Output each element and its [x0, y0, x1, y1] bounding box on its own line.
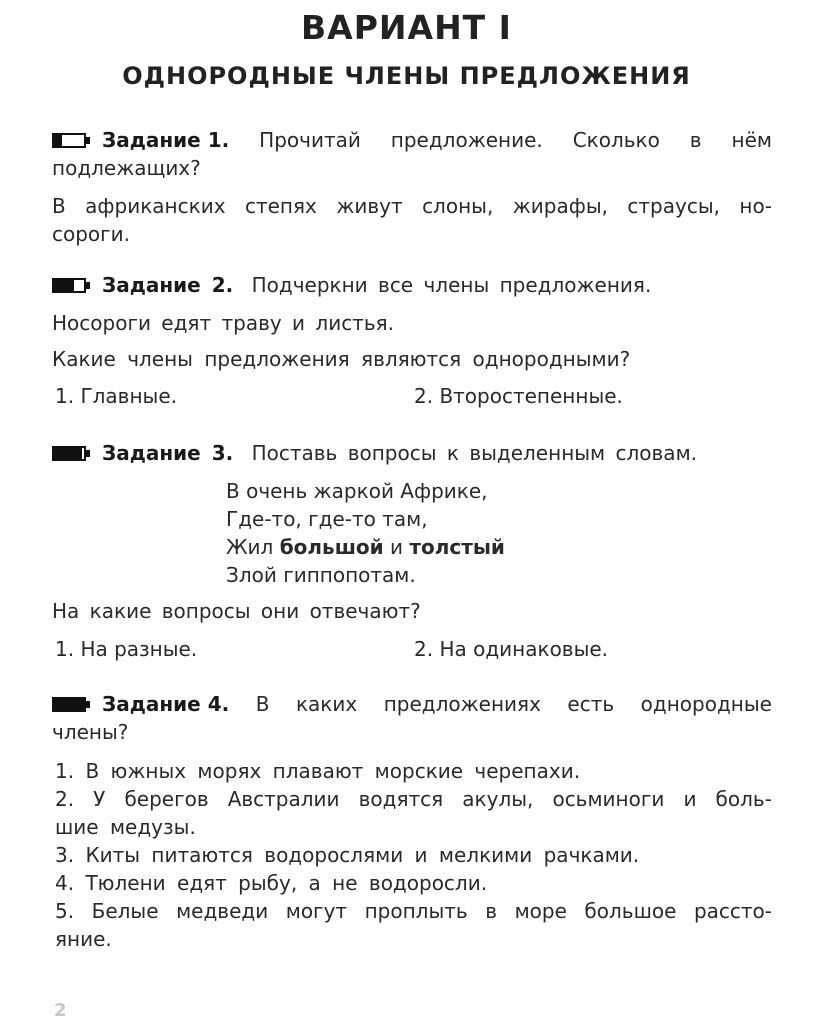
page-title: ВАРИАНТ I: [301, 8, 512, 47]
task4-item-4: 4. Тюлени едят рыбу, а не водоросли.: [55, 871, 488, 895]
task3-poem: [226, 477, 505, 589]
task1-label: Задание 1.: [102, 128, 230, 152]
task4-item-5-line2: яние.: [55, 927, 112, 951]
item-word: рассто-: [693, 899, 772, 923]
item-word: 5.: [55, 899, 75, 923]
poem-text: Жил: [226, 535, 280, 559]
item-word: У: [93, 787, 106, 811]
item-word: медведи: [176, 899, 269, 923]
item-word: большое: [584, 899, 677, 923]
task1-word: нём: [731, 128, 772, 152]
item-word: 2.: [55, 787, 75, 811]
page-number: 2: [54, 1000, 67, 1021]
item-word: акулы,: [462, 787, 534, 811]
task3-question: [52, 440, 697, 466]
task1-word: Прочитай: [259, 128, 361, 152]
item-word: проплыть: [364, 899, 468, 923]
item-word: могут: [285, 899, 348, 923]
task2-question-text: Подчеркни все члены предложения.: [251, 273, 652, 297]
task4-heading: [52, 691, 229, 717]
task4-item-2-line1: [55, 786, 772, 812]
poem-line-3: [226, 533, 505, 561]
sentence-word: но-: [739, 194, 772, 218]
task4-word: каких: [295, 692, 358, 716]
battery-level-3-icon: [52, 446, 92, 461]
task4-item-1: 1. В южных морях плавают морские черепахи.: [55, 759, 581, 783]
item-word: берегов: [124, 787, 209, 811]
sentence-word: степях: [244, 194, 317, 218]
battery-level-2-icon: [52, 278, 92, 293]
battery-level-1-icon: [52, 133, 92, 148]
task1-sentence-line2: сороги.: [52, 222, 131, 246]
task4-word: В: [255, 692, 270, 716]
poem-line-4: Злой гиппопотам.: [226, 563, 416, 587]
item-word: боль-: [715, 787, 772, 811]
task3-option-1: 1. На разные.: [55, 637, 198, 661]
task3-question-text: Поставь вопросы к выделенным словам.: [251, 441, 698, 465]
task1-question-line2: подлежащих?: [52, 156, 201, 180]
item-word: водятся: [358, 787, 444, 811]
item-word: Австралии: [227, 787, 340, 811]
task3-option-2: 2. На одинаковые.: [414, 637, 609, 661]
battery-level-full-icon: [52, 697, 92, 712]
sentence-word: В: [52, 194, 66, 218]
task4-word: есть: [567, 692, 615, 716]
task4-item-3: 3. Киты питаются водорослями и мелкими рачками.: [55, 843, 640, 867]
sentence-word: африканских: [85, 194, 226, 218]
task1-word: предложение.: [390, 128, 543, 152]
task2-sentence: Носороги едят траву и листья.: [52, 311, 395, 335]
poem-line-1: В очень жаркой Африке,: [226, 479, 488, 503]
task4-item-2-line2: шие медузы.: [55, 815, 196, 839]
task1-sentence-line1: [52, 193, 772, 219]
item-word: море: [514, 899, 567, 923]
task4-word: однородные: [640, 692, 772, 716]
highlighted-word-1: большой: [279, 535, 384, 559]
task1-question-line1: [52, 127, 772, 153]
task3-question2: На какие вопросы они отвечают?: [52, 599, 421, 623]
task4-question-line2: члены?: [52, 720, 129, 744]
sentence-word: живут: [336, 194, 403, 218]
item-word: в: [485, 899, 498, 923]
task4-word: предложениях: [383, 692, 541, 716]
item-word: Белые: [91, 899, 159, 923]
task1-word: в: [689, 128, 702, 152]
sentence-word: страусы,: [627, 194, 720, 218]
task4-label: Задание 4.: [102, 692, 230, 716]
task2-question2: Какие члены предложения являются однородными?: [52, 347, 631, 371]
page-subtitle: ОДНОРОДНЫЕ ЧЛЕНЫ ПРЕДЛОЖЕНИЯ: [122, 62, 691, 90]
sentence-word: жирафы,: [512, 194, 608, 218]
task2-option-2: 2. Второстепенные.: [414, 384, 623, 408]
task2-option-1: 1. Главные.: [55, 384, 177, 408]
task3-label: Задание 3.: [102, 441, 234, 465]
poem-line-2: Где-то, где-то там,: [226, 507, 428, 531]
task1-heading: [52, 127, 229, 153]
task4-question-line1: [52, 691, 772, 717]
highlighted-word-2: толстый: [409, 535, 505, 559]
item-word: и: [683, 787, 697, 811]
task1-word: Сколько: [572, 128, 660, 152]
task2-question: [52, 272, 651, 298]
task2-label: Задание 2.: [102, 273, 234, 297]
task4-item-5-line1: [55, 898, 772, 924]
poem-text: и: [383, 535, 410, 559]
sentence-word: слоны,: [422, 194, 494, 218]
item-word: осьминоги: [552, 787, 665, 811]
